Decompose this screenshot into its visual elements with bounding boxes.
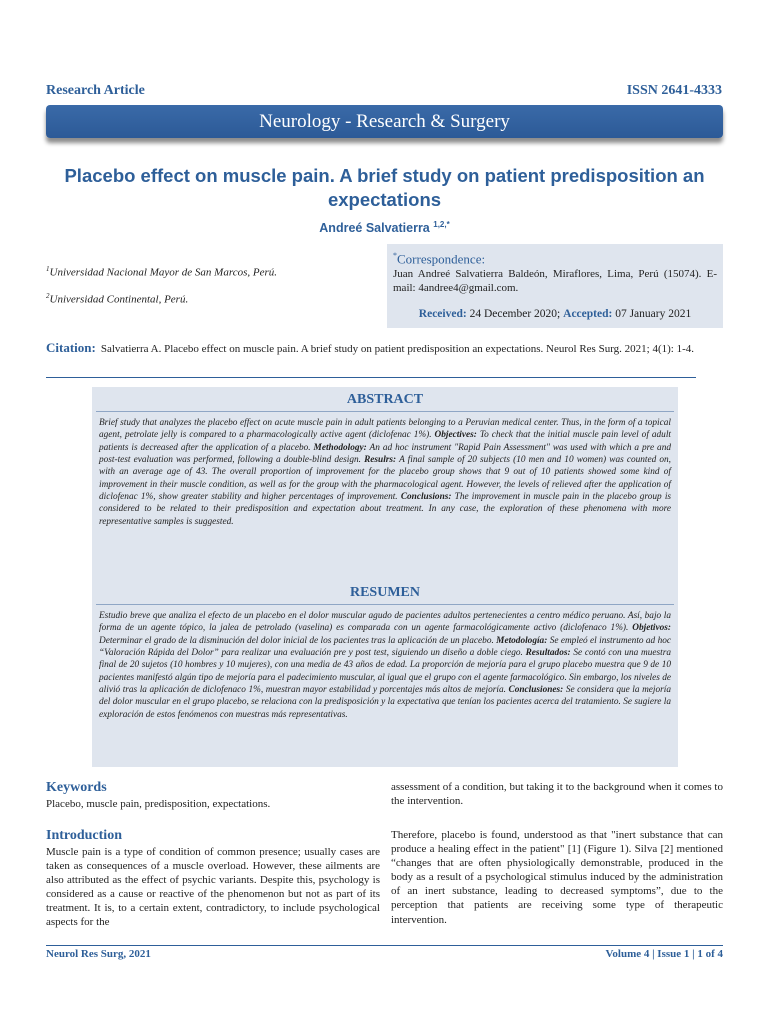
abstract-objectives: To check that the initial muscle pain level of adult patients is decreased after the application of a placebo. <box>99 430 671 453</box>
introduction-text-right-1: assessment of a condition, but taking it to the background when it comes to the intervention. <box>391 781 723 808</box>
abstract-objectives-label: Objectives: <box>434 430 477 441</box>
footer-divider <box>46 945 723 946</box>
resumen-intro: Estudio breve que analiza el efecto de un placebo en el dolor muscular agudo de pacientes adultos pertenecientes a centro médico peruano. Así, bajo la forma de un agente tópico, la jalea de petrolado (vaselina) es comparada con un agente farmacológicamente activo (diclofenaco 1%). <box>99 611 671 634</box>
resumen-conclusiones-label: Conclusiones: <box>508 685 564 696</box>
abstract-results-label: Resulrs: <box>364 455 397 466</box>
resumen-conclusiones: Se considera que la mejoría del dolor muscular en el grupo placebo, se relaciona con la predisposición y la expectativa que tenían los pacientes acerca del tratamiento. Se sugiere la exploración de estos fenómenos con muestras más representativas. <box>99 685 671 720</box>
affiliation-text: Universidad Continental, Perú. <box>49 293 189 306</box>
issn-label: ISSN 2641-4333 <box>626 83 722 98</box>
resumen-resultados: Se contó con una muestra final de 20 sujetos (10 hombres y 10 mujeres), con una media de 43 años de edad. La proporción de mejoría para el grupo placebo muestra que 9 de 10 pacientes manifestó algún tipo de mejoría para el padecimiento muscular, al igual que el grupo con el agente farmacológico. Sin embargo, los niveles de alivió tras la aplicación de diclofenaco 1%, muestran mayor estabilidad y porcentajes más altos de mejoría. <box>99 648 672 696</box>
author-affiliation-marks: 1,2,* <box>433 220 450 229</box>
resumen-objetivos: Determinar el grado de la disminución del dolor inicial de los pacientes tras la aplicación de un placebo. <box>99 635 494 646</box>
author-name: Andreé Salvatierra <box>319 221 430 236</box>
citation-text: Salvatierra A. Placebo effect on muscle pain. A brief study on patient predisposition an expectations. Neurol Res Surg. 2021; 4(1): 1-4. <box>100 343 695 355</box>
introduction-text-left: Muscle pain is a type of condition of common presence; usually cases are taken as consequences of a muscle overload. However, these ailments are also attributed as the effect of psychic variants. Despite this, psychology is considered as a cause or reactive of the phenomenon but not as part of its treatment. It is, to a certain extent, contradictory, to include psychological aspects for the <box>46 846 380 929</box>
correspondence-box <box>387 244 723 328</box>
footer-issue-info: Volume 4 | Issue 1 | 1 of 4 <box>605 948 723 960</box>
footer-journal: Neurol Res Surg, 2021 <box>46 948 151 960</box>
resumen-resultados-label: Resultados: <box>525 648 571 659</box>
abstract-heading-rule <box>96 411 674 412</box>
resumen-text <box>99 610 671 721</box>
resumen-objetivos-label: Objetivos: <box>632 623 671 634</box>
keywords-heading: Keywords <box>46 780 107 795</box>
accepted-date: 07 January 2021 <box>615 308 692 320</box>
affiliation-2 <box>46 292 188 306</box>
received-label: Received: <box>418 308 467 320</box>
citation-divider <box>46 377 696 378</box>
resumen-metodologia-label: Metodología: <box>496 635 548 646</box>
abstract-methodology: An ad hoc instrument "Rapid Pain Assessment" was used with which a pre and post-test evaluation was performed, following a double-blind design. <box>99 442 671 466</box>
affiliation-text: Universidad Nacional Mayor de San Marcos, Perú. <box>49 266 278 279</box>
abstract-box <box>92 387 678 767</box>
abstract-heading: ABSTRACT <box>346 392 424 407</box>
received-date: 24 December 2020; <box>469 308 561 320</box>
citation-label: Citation: <box>46 340 96 355</box>
resumen-heading: RESUMEN <box>349 585 420 600</box>
affiliation-mark: 1 <box>46 265 50 273</box>
abstract-conclusions-label: Conclusions: <box>400 492 452 503</box>
abstract-conclusions: The improvement in muscle pain in the placebo group is considered to be related to their predisposition and expectation about treatment. In any case, the exploration of these phenomena with more representative samples is suggested. <box>99 492 672 527</box>
correspondence-title <box>393 248 717 266</box>
correspondence-label: Correspondence: <box>397 251 486 267</box>
article-type-label: Research Article <box>46 83 145 98</box>
affiliation-1 <box>46 265 277 279</box>
keywords-text: Placebo, muscle pain, predisposition, expectations. <box>46 798 271 810</box>
resumen-heading-rule <box>96 604 674 605</box>
citation <box>46 341 723 356</box>
introduction-heading: Introduction <box>46 828 122 843</box>
abstract-results: A final sample of 20 subjects (10 men and 10 women) was counted on, with an average age of 43. The overall proportion of improvement for the placebo group shows that 9 out of 10 patients showed some kind of improvement in their muscle condition, as well as for the group with the pharmacological agent. However, the levels of relieved after the application of diclofenac 1%, show greater stability and higher percentages of improvement. <box>99 455 671 503</box>
resumen-metodologia: Se empleó el instrumento ad hoc “Valoración Rápida del Dolor” para realizar una evaluación pre y post test, siguiendo un diseño a doble ciego. <box>99 635 672 659</box>
correspondence-text: Juan Andreé Salvatierra Baldeón, Miraflores, Lima, Perú (15074). E-mail: 4andree4@gmail.com. <box>393 268 717 295</box>
abstract-text <box>99 417 671 528</box>
article-dates <box>387 308 723 320</box>
author-line <box>46 220 723 235</box>
abstract-intro: Brief study that analyzes the placebo effect on acute muscle pain in adult patients belonging to a Peruvian medical center. Thus, in the form of a topical agent, petrolate jelly is compared to a pharmacologically active agent (diclofenac 1%). <box>99 418 671 441</box>
affiliation-mark: 2 <box>46 292 50 300</box>
introduction-text-right-2: Therefore, placebo is found, understood as that "inert substance that can produce a healing effect in the patient" [1] (Figure 1). Silva [2] mentioned “changes that are often physiologically demonstrable, produced in the body as a result of a psychological stimulus induced by the administration of an inert substance, leading to decreased symptoms”, due to the perception that patients are receiving some type of therapeutic intervention. <box>391 829 723 926</box>
correspondence-mark: * <box>393 251 397 260</box>
article-title: Placebo effect on muscle pain. A brief study on patient predisposition an expectations <box>64 165 705 210</box>
journal-banner: Neurology - Research & Surgery <box>46 105 723 138</box>
abstract-methodology-label: Methodology: <box>313 442 367 453</box>
accepted-label: Accepted: <box>563 308 613 320</box>
